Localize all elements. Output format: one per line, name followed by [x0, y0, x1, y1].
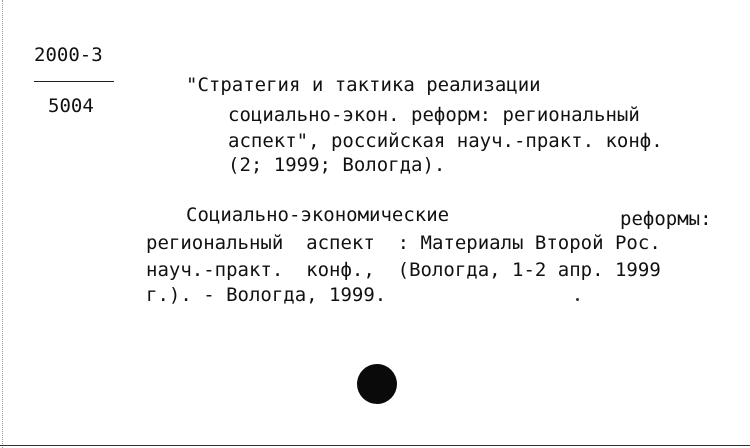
body-line-1-left: Социально-экономические: [186, 204, 450, 226]
body-line-1-right: реформы:: [620, 208, 712, 230]
heading-line-3: аспект", российская науч.-практ. конф.: [228, 130, 663, 152]
heading-line-2: социально-экон. реформ: региональный: [228, 104, 640, 126]
shelfmark-bottom: 5004: [48, 95, 94, 117]
card-left-border: [2, 0, 3, 448]
body-line-4: г.). - Вологда, 1999.: [146, 284, 387, 306]
shelfmark-top: 2000-3: [34, 44, 103, 66]
punch-hole: [357, 364, 397, 404]
heading-line-4: (2; 1999; Вологда).: [228, 154, 446, 176]
heading-line-1: "Стратегия и тактика реализации: [186, 74, 541, 96]
body-line-3: науч.-практ. конф., (Вологда, 1-2 апр. 1999: [146, 259, 661, 281]
card-bottom-border: [0, 445, 750, 446]
stray-dot: [576, 298, 579, 301]
shelfmark-divider: [34, 81, 114, 82]
body-line-2: региональный аспект : Материалы Второй Рос.: [146, 232, 661, 254]
